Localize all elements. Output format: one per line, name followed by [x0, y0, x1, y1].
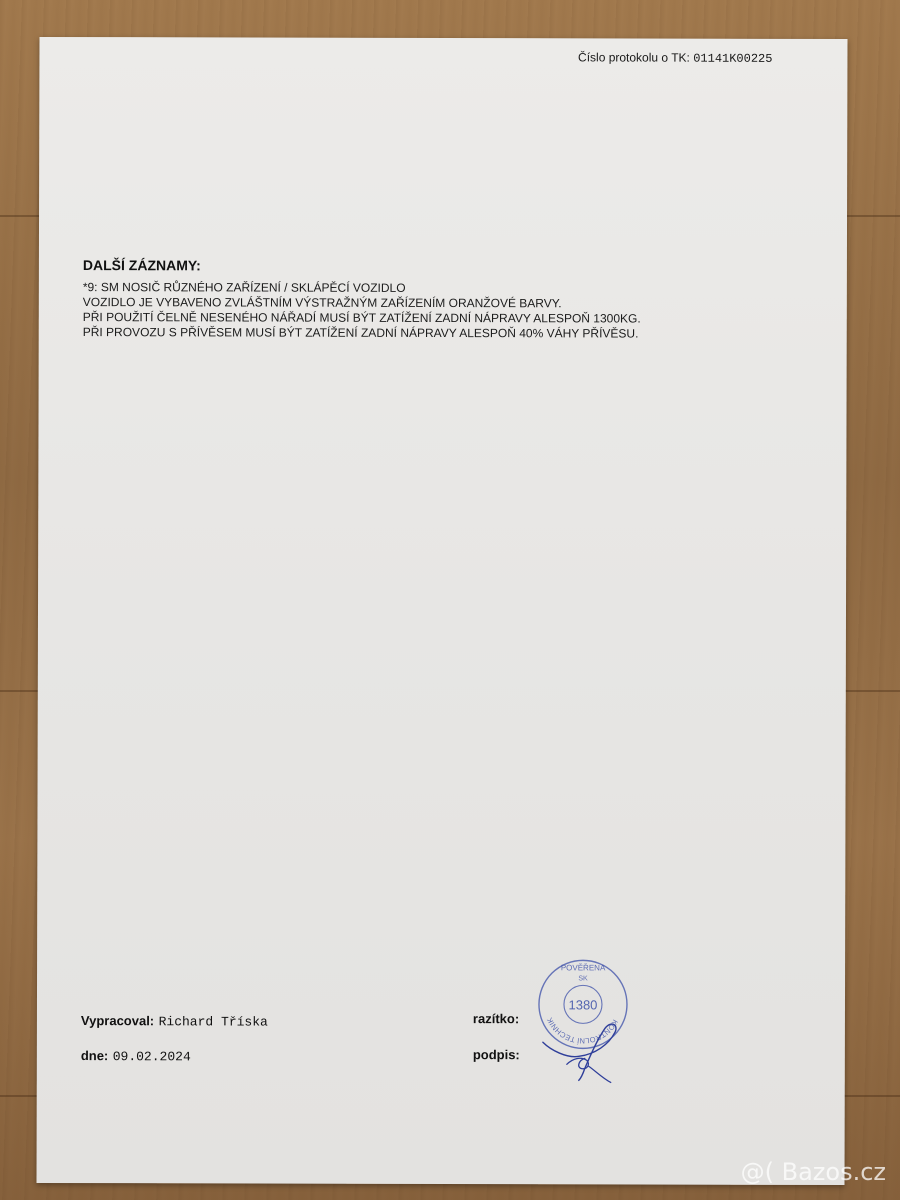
- site-watermark: @( Bazos.cz: [740, 1158, 886, 1186]
- record-line-4: PŘI PROVOZU S PŘÍVĚSEM MUSÍ BÝT ZATÍŽENÍ ZADNÍ NÁPRAVY ALESPOŇ 40% VÁHY PŘÍVĚSU.: [82, 325, 639, 341]
- stamp-ring-text: KONTROLNÍ TECHNIK: [544, 1016, 620, 1046]
- records-text: [83, 280, 641, 341]
- record-line-2: VOZIDLO JE VYBAVENO ZVLÁŠTNÍM VÝSTRAŽNÝM ZAŘÍZENÍM ORANŽOVÉ BARVY.: [82, 295, 562, 311]
- records-heading: DALŠÍ ZÁZNAMY:: [82, 257, 201, 274]
- prepared-name: Richard Tříska: [158, 1014, 268, 1030]
- document-page: [37, 37, 848, 1185]
- stamp-top-text: POVĚŘENA: [560, 963, 606, 973]
- record-line-3: PŘI POUŽITÍ ČELNĚ NESENÉHO NÁŘADÍ MUSÍ BÝT ZATÍŽENÍ ZADNÍ NÁPRAVY ALESPOŇ 1300KG.: [82, 310, 641, 326]
- protocol-number: 01141K00225: [693, 51, 773, 66]
- date-line: [81, 1047, 191, 1065]
- protocol-label: Číslo protokolu o TK:: [578, 50, 690, 65]
- prepared-label: Vypracoval:: [80, 1013, 155, 1029]
- record-line-1: *9: SM NOSIČ RŮZNÉHO ZAŘÍZENÍ / SKLÁPĚCÍ VOZIDLO: [82, 280, 406, 295]
- prepared-by: [81, 1012, 268, 1030]
- stamp-label: razítko:: [472, 1011, 520, 1027]
- handwritten-signature: [537, 1006, 627, 1086]
- date-label: dne:: [80, 1048, 109, 1064]
- stamp-number: 1380: [568, 997, 598, 1013]
- signature-label: podpis:: [472, 1047, 520, 1063]
- stamp-mid-text: SK: [578, 975, 588, 983]
- date-value: 09.02.2024: [112, 1049, 191, 1065]
- protocol-number-line: [578, 50, 772, 66]
